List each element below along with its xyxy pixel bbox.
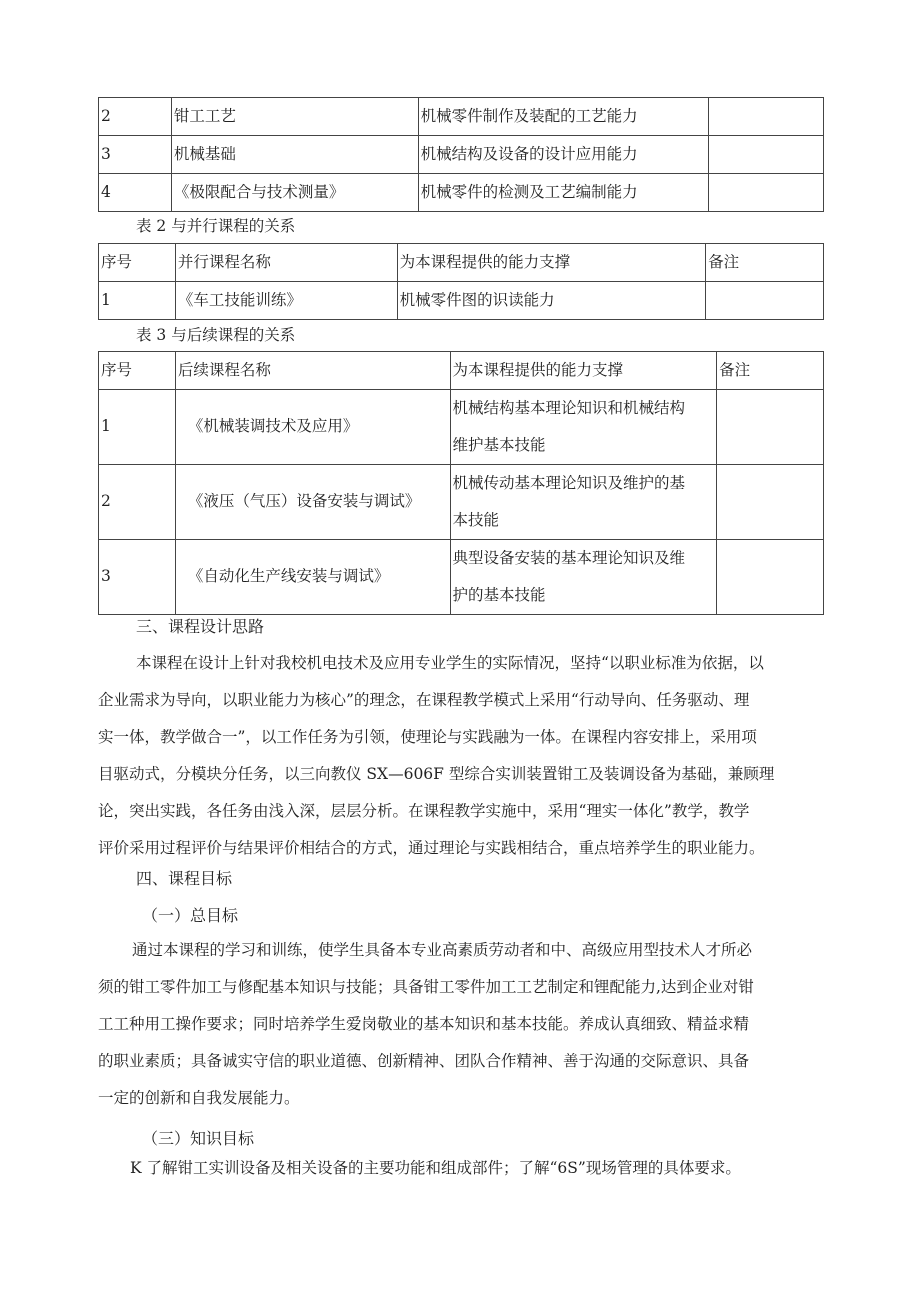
table-row (99, 540, 824, 615)
cell-note (717, 540, 824, 615)
body-line: 论，突出实践，各任务由浅入深，层层分析。在课程教学实施中，采用“理实一体化”教学，教学 (98, 802, 750, 820)
table-row (99, 98, 824, 136)
support-line: 典型设备安装的基本理论知识及维 (452, 549, 686, 567)
body-line: K 了解钳工实训设备及相关设备的主要功能和组成部件；了解“6S”现场管理的具体要求。 (130, 1159, 741, 1177)
table3-caption: 表 3 与后续课程的关系 (136, 326, 296, 344)
table-row (99, 465, 824, 540)
section3-body (98, 645, 774, 867)
cell-support: 机械结构及设备的设计应用能力 (418, 136, 709, 174)
cell-no: 1 (99, 282, 176, 320)
body-line: 本课程在设计上针对我校机电技术及应用专业学生的实际情况，坚持“以职业标准为依据，以 (136, 654, 764, 672)
cell-course: 《自动化生产线安装与调试》 (175, 540, 450, 615)
table2-caption: 表 2 与并行课程的关系 (136, 217, 296, 235)
table-prerequisite-courses (98, 97, 824, 212)
cell-support (450, 465, 717, 540)
body-line: 工工种用工操作要求；同时培养学生爱岗敬业的基本知识和基本技能。养成认真细致、精益求精 (98, 1015, 750, 1033)
cell-support: 机械零件图的识读能力 (397, 282, 706, 320)
table-parallel-courses (98, 243, 824, 320)
cell-note (717, 465, 824, 540)
header-course: 并行课程名称 (175, 244, 397, 282)
cell-no: 2 (99, 465, 176, 540)
cell-course: 机械基础 (171, 136, 418, 174)
cell-support: 机械零件制作及装配的工艺能力 (418, 98, 709, 136)
cell-no: 3 (99, 540, 176, 615)
body-line: 实一体，教学做合一”，以工作任务为引领，使理论与实践融为一体。在课程内容安排上，采用项 (98, 728, 757, 746)
cell-note (709, 174, 824, 212)
support-line: 护的基本技能 (452, 586, 546, 604)
cell-course: 钳工工艺 (171, 98, 418, 136)
cell-support (450, 540, 717, 615)
cell-course: 《机械装调技术及应用》 (175, 390, 450, 465)
support-line: 机械传动基本理论知识及维护的基 (452, 474, 686, 492)
body-line: 评价采用过程评价与结果评价相结合的方式，通过理论与实践相结合，重点培养学生的职业能力。 (98, 839, 765, 857)
subheading-knowledge-goal: （三）知识目标 (142, 1129, 255, 1148)
body-line: 目驱动式，分模块分任务，以三向教仪 SX—606F 型综合实训装置钳工及装调设备为基础，兼顾理 (98, 765, 775, 783)
table-row (99, 136, 824, 174)
table-row (99, 282, 824, 320)
cell-course: 《车工技能训练》 (175, 282, 397, 320)
table-row (99, 174, 824, 212)
section4-heading: 四、课程目标 (136, 869, 233, 888)
header-support: 为本课程提供的能力支撑 (450, 352, 717, 390)
cell-no: 2 (99, 98, 172, 136)
support-line: 本技能 (452, 511, 500, 529)
section3-heading: 三、课程设计思路 (136, 617, 265, 636)
header-no: 序号 (99, 352, 176, 390)
section4-body (98, 932, 754, 1117)
cell-support (450, 390, 717, 465)
cell-no: 3 (99, 136, 172, 174)
header-note: 备注 (706, 244, 824, 282)
cell-note (709, 98, 824, 136)
subheading-overall-goal: （一）总目标 (142, 906, 239, 925)
cell-no: 1 (99, 390, 176, 465)
body-line: 须的钳工零件加工与修配基本知识与技能；具备钳工零件加工工艺制定和锂配能力,达到企业对钳 (98, 978, 754, 996)
header-no: 序号 (99, 244, 176, 282)
support-line: 维护基本技能 (452, 436, 546, 454)
cell-course: 《极限配合与技术测量》 (171, 174, 418, 212)
table-header-row (99, 244, 824, 282)
cell-no: 4 (99, 174, 172, 212)
header-note: 备注 (717, 352, 824, 390)
cell-note (717, 390, 824, 465)
cell-note (709, 136, 824, 174)
body-line: 通过本课程的学习和训练，使学生具备本专业高素质劳动者和中、高级应用型技术人才所必 (132, 941, 753, 959)
header-course: 后续课程名称 (175, 352, 450, 390)
cell-note (706, 282, 824, 320)
cell-support: 机械零件的检测及工艺编制能力 (418, 174, 709, 212)
table-row (99, 390, 824, 465)
body-line: 企业需求为导向，以职业能力为核心”的理念，在课程教学模式上采用“行动导向、任务驱动、理 (98, 691, 750, 709)
header-support: 为本课程提供的能力支撑 (397, 244, 706, 282)
table-header-row (99, 352, 824, 390)
support-line: 机械结构基本理论知识和机械结构 (452, 399, 686, 417)
body-line: 的职业素质；具备诚实守信的职业道德、创新精神、团队合作精神、善于沟通的交际意识、具备 (98, 1052, 750, 1070)
cell-course: 《液压（气压）设备安装与调试》 (175, 465, 450, 540)
body-line: 一定的创新和自我发展能力。 (98, 1089, 300, 1107)
table-subsequent-courses (98, 351, 824, 615)
